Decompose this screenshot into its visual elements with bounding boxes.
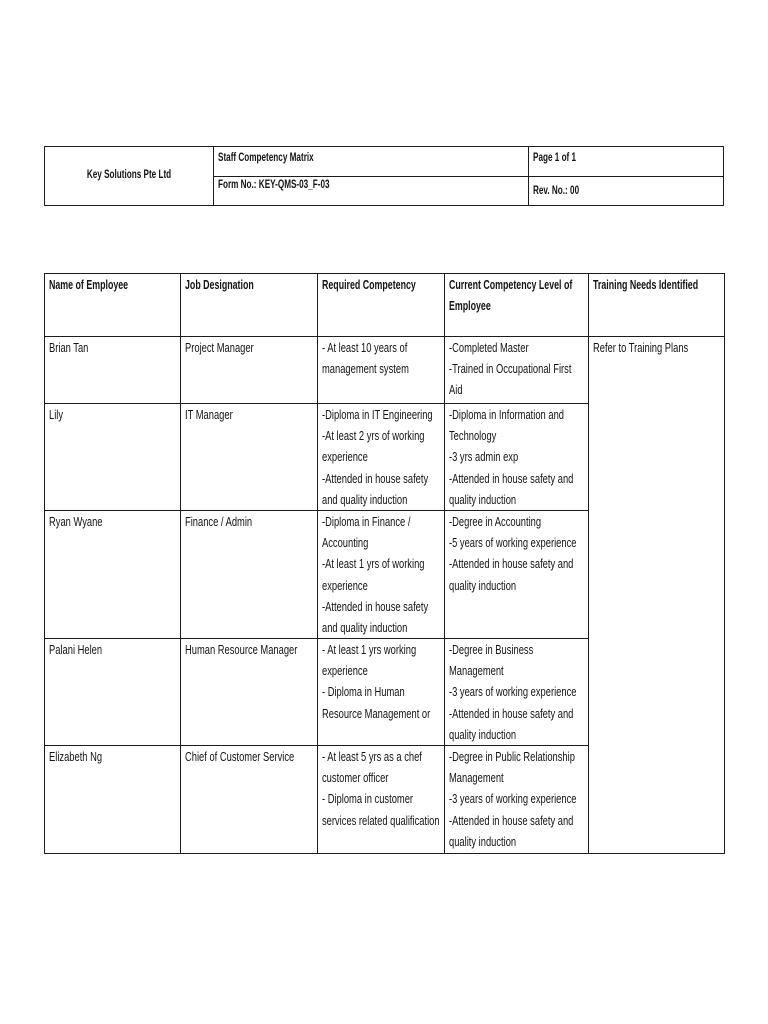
current-competency-line: -3 years of working experience bbox=[449, 684, 577, 700]
document-header-table bbox=[44, 146, 724, 206]
form-title-cell bbox=[214, 147, 529, 177]
header-cell bbox=[589, 274, 725, 337]
competency-matrix-table bbox=[44, 273, 725, 854]
job-designation-cell bbox=[181, 337, 318, 404]
required-competency-line: customer officer bbox=[322, 770, 389, 786]
required-competency-line: - At least 10 years of bbox=[322, 340, 408, 355]
current-competency-line: quality induction bbox=[449, 491, 517, 507]
job-designation-cell bbox=[181, 746, 318, 854]
current-competency-line: -Completed Master bbox=[449, 340, 529, 355]
current-competency-cell bbox=[445, 337, 589, 404]
required-competency-cell bbox=[318, 404, 445, 511]
training-needs-cell bbox=[589, 337, 725, 854]
current-competency-line: Management bbox=[449, 770, 504, 786]
job-designation-cell bbox=[181, 511, 318, 639]
required-competency-line: -At least 2 yrs of working bbox=[322, 428, 425, 444]
required-competency-line: - At least 5 yrs as a chef bbox=[322, 749, 422, 764]
column-header-designation: Job Designation bbox=[185, 277, 254, 292]
header-cell bbox=[445, 274, 589, 337]
employee-name: Ryan Wyane bbox=[49, 514, 103, 529]
current-competency-cell bbox=[445, 511, 589, 639]
employee-name: Palani Helen bbox=[49, 642, 103, 657]
column-header-current: Employee bbox=[449, 298, 491, 314]
header-cell bbox=[45, 274, 181, 337]
employee-name: Lily bbox=[49, 407, 64, 422]
required-competency-line: - At least 1 yrs working bbox=[322, 642, 417, 657]
required-competency-cell bbox=[318, 746, 445, 854]
current-competency-line: -3 yrs admin exp bbox=[449, 449, 519, 465]
current-competency-line: -Diploma in Information and bbox=[449, 407, 564, 422]
employee-name-cell bbox=[45, 511, 181, 639]
training-needs: Refer to Training Plans bbox=[593, 340, 689, 355]
header-cell bbox=[318, 274, 445, 337]
current-competency-line: Aid bbox=[449, 382, 463, 398]
job-designation: Human Resource Manager bbox=[185, 642, 298, 657]
current-competency-line: -Attended in house safety and bbox=[449, 705, 574, 721]
required-competency-line: experience bbox=[322, 577, 368, 593]
current-competency-cell bbox=[445, 746, 589, 854]
company-cell bbox=[45, 147, 214, 206]
employee-name-cell bbox=[45, 639, 181, 746]
current-competency-line: quality induction bbox=[449, 577, 517, 593]
current-competency-line: -Attended in house safety and bbox=[449, 556, 574, 572]
required-competency-line: and quality induction bbox=[322, 620, 408, 636]
job-designation: Chief of Customer Service bbox=[185, 749, 295, 764]
current-competency-line: Management bbox=[449, 663, 504, 679]
required-competency-cell bbox=[318, 639, 445, 746]
current-competency-line: -Attended in house safety and bbox=[449, 812, 574, 828]
company-name: Key Solutions Pte Ltd bbox=[86, 166, 172, 181]
current-competency-line: -Attended in house safety and bbox=[449, 470, 574, 486]
required-competency-line: services related qualification bbox=[322, 812, 440, 828]
job-designation: IT Manager bbox=[185, 407, 233, 422]
current-competency-line: -Trained in Occupational First bbox=[449, 361, 572, 377]
required-competency-cell bbox=[318, 511, 445, 639]
revision-number: Rev. No.: 00 bbox=[533, 183, 580, 197]
employee-name: Elizabeth Ng bbox=[49, 749, 103, 764]
current-competency-line: -Degree in Business bbox=[449, 642, 534, 657]
job-designation: Project Manager bbox=[185, 340, 254, 355]
required-competency-line: -At least 1 yrs of working bbox=[322, 556, 425, 572]
required-competency-line: -Attended in house safety bbox=[322, 470, 429, 486]
page-number-cell bbox=[529, 147, 724, 177]
job-designation-cell bbox=[181, 639, 318, 746]
form-number-cell bbox=[214, 177, 529, 206]
current-competency-line: quality induction bbox=[449, 726, 517, 742]
employee-name-cell bbox=[45, 746, 181, 854]
required-competency-line: Accounting bbox=[322, 535, 369, 551]
current-competency-line: quality induction bbox=[449, 833, 517, 849]
current-competency-cell bbox=[445, 639, 589, 746]
column-header-name: Name of Employee bbox=[49, 277, 129, 292]
current-competency-line: -Degree in Public Relationship bbox=[449, 749, 575, 764]
required-competency-line: experience bbox=[322, 449, 368, 465]
required-competency-line: experience bbox=[322, 663, 368, 679]
form-number: Form No.: KEY-QMS-03_F-03 bbox=[218, 177, 330, 191]
employee-name-cell bbox=[45, 337, 181, 404]
column-header-training: Training Needs Identified bbox=[593, 277, 699, 292]
current-competency-line: -5 years of working experience bbox=[449, 535, 577, 551]
form-title: Staff Competency Matrix bbox=[218, 150, 314, 164]
employee-name: Brian Tan bbox=[49, 340, 89, 355]
required-competency-cell bbox=[318, 337, 445, 404]
required-competency-line: -Diploma in Finance / bbox=[322, 514, 411, 529]
revision-number-cell bbox=[529, 177, 724, 206]
required-competency-line: Resource Management or bbox=[322, 705, 431, 721]
job-designation-cell bbox=[181, 404, 318, 511]
required-competency-line: - Diploma in customer bbox=[322, 791, 414, 807]
column-header-current: Current Competency Level of bbox=[449, 277, 573, 292]
column-header-required: Required Competency bbox=[322, 277, 416, 292]
current-competency-line: -3 years of working experience bbox=[449, 791, 577, 807]
job-designation: Finance / Admin bbox=[185, 514, 253, 529]
page-number: Page 1 of 1 bbox=[533, 150, 577, 164]
required-competency-line: management system bbox=[322, 361, 409, 377]
required-competency-line: and quality induction bbox=[322, 491, 408, 507]
required-competency-line: -Attended in house safety bbox=[322, 598, 429, 614]
current-competency-line: Technology bbox=[449, 428, 497, 444]
required-competency-line: -Diploma in IT Engineering bbox=[322, 407, 433, 422]
header-cell bbox=[181, 274, 318, 337]
current-competency-line: -Degree in Accounting bbox=[449, 514, 542, 529]
employee-name-cell bbox=[45, 404, 181, 511]
required-competency-line: - Diploma in Human bbox=[322, 684, 405, 700]
current-competency-cell bbox=[445, 404, 589, 511]
